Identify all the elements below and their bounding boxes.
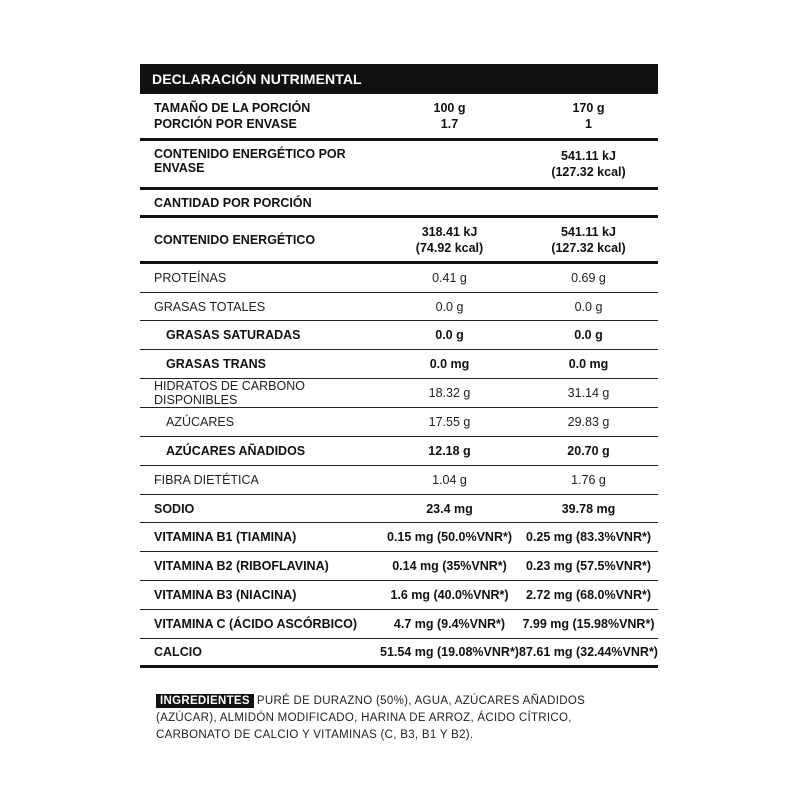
- nutrient-value-170g: 0.25 mg (83.3%VNR*): [525, 530, 652, 544]
- serving-col2: [519, 100, 658, 132]
- serving-size-170g: 170 g: [572, 101, 605, 115]
- nutrient-value-170g: 87.61 mg (32.44%VNR*): [519, 645, 658, 659]
- nutrient-row-added-sugars: [140, 437, 658, 466]
- nutrient-label: SODIO: [154, 501, 195, 516]
- nutrient-value-170g: 0.0 g: [574, 328, 603, 342]
- ingredients-label: INGREDIENTES: [156, 694, 254, 708]
- nutrient-value-100g: 0.0 g: [435, 299, 464, 314]
- nutrient-value-170g: 20.70 g: [567, 444, 610, 458]
- serving-labels: [140, 100, 380, 132]
- nutrient-value-100g: 23.4 mg: [426, 501, 473, 516]
- nutrient-value-170g: 0.23 mg (57.5%VNR*): [525, 559, 652, 573]
- nutrient-row-sugars: [140, 408, 658, 437]
- nutrient-value-100g: 4.7 mg (9.4%VNR*): [393, 617, 506, 631]
- energy-per-pack-label: CONTENIDO ENERGÉTICO POR ENVASE: [154, 147, 346, 175]
- nutrient-row-vitamin-b3: [140, 581, 658, 610]
- nutrient-label: AZÚCARES AÑADIDOS: [166, 444, 306, 458]
- nutrient-value-170g: 7.99 mg (15.98%VNR*): [522, 617, 655, 631]
- nutrient-row-carbs: [140, 379, 658, 408]
- energy-col2-kcal: (127.32 kcal): [551, 240, 626, 255]
- servings-per-pack-170g: 1: [585, 117, 592, 131]
- nutrient-label: AZÚCARES: [166, 415, 235, 429]
- energy-per-pack-kj: 541.11 kJ: [561, 149, 616, 163]
- nutrient-value-100g: 17.55 g: [428, 415, 471, 429]
- energy-col2-kj: 541.11 kJ: [561, 224, 616, 239]
- nutrient-value-100g: 0.0 mg: [429, 357, 470, 371]
- ingredients-block: [156, 693, 646, 744]
- nutrient-label: VITAMINA C (ÁCIDO ASCÓRBICO): [154, 617, 357, 631]
- energy-col1-kj: 318.41 kJ: [421, 224, 478, 239]
- nutrient-row-trans-fat: [140, 350, 658, 379]
- nutrient-row-vitamin-b1: [140, 523, 658, 552]
- nutrient-value-100g: 0.15 mg (50.0%VNR*): [386, 530, 513, 544]
- nutrient-value-170g: 1.76 g: [571, 473, 606, 487]
- servings-per-pack-label: PORCIÓN POR ENVASE: [154, 117, 297, 131]
- nutrient-label: FIBRA DIETÉTICA: [154, 473, 259, 487]
- serving-row: [140, 94, 658, 141]
- nutrient-value-170g: 2.72 mg (68.0%VNR*): [525, 588, 652, 602]
- nutrient-value-170g: 31.14 g: [567, 386, 610, 400]
- nutrient-value-170g: 0.0 g: [574, 299, 603, 314]
- nutrient-row-fiber: [140, 466, 658, 495]
- nutrient-label: HIDRATOS DE CARBONO DISPONIBLES: [154, 379, 305, 407]
- nutrient-label: VITAMINA B1 (TIAMINA): [154, 530, 297, 544]
- nutrient-row-calcium: [140, 639, 658, 668]
- nutrient-label: CALCIO: [154, 645, 202, 659]
- table-title: DECLARACIÓN NUTRIMENTAL: [140, 64, 658, 94]
- nutrient-label: GRASAS TOTALES: [154, 299, 266, 314]
- nutrient-value-100g: 18.32 g: [428, 386, 471, 400]
- energy-per-pack-row: [140, 141, 658, 190]
- energy-per-pack-kcal: (127.32 kcal): [551, 165, 626, 179]
- nutrient-value-100g: 51.54 mg (19.08%VNR*): [380, 645, 519, 659]
- nutrient-value-100g: 12.18 g: [428, 444, 471, 458]
- nutrient-value-100g: 1.6 mg (40.0%VNR*): [390, 588, 509, 602]
- nutrient-row-vitamin-b2: [140, 552, 658, 581]
- nutrient-row-saturated-fat: [140, 321, 658, 350]
- nutrient-value-170g: 0.0 mg: [568, 357, 609, 371]
- serving-size-100g: 100 g: [433, 101, 466, 115]
- nutrient-label: GRASAS SATURADAS: [166, 328, 301, 342]
- energy-col2: [519, 224, 658, 256]
- energy-row: [140, 218, 658, 264]
- qty-per-serving-label: CANTIDAD POR PORCIÓN: [154, 195, 312, 210]
- nutrient-label: PROTEÍNAS: [154, 271, 227, 285]
- nutrition-facts-table: [140, 64, 658, 668]
- energy-label: CONTENIDO ENERGÉTICO: [154, 232, 316, 247]
- nutrient-row-proteins: [140, 264, 658, 293]
- serving-size-label: TAMAÑO DE LA PORCIÓN: [154, 101, 311, 115]
- qty-per-serving-row: [140, 190, 658, 218]
- nutrient-value-170g: 0.69 g: [571, 271, 606, 285]
- ingredients-text: PURÉ DE DURAZNO (50%), AGUA, AZÚCARES AÑADIDOS (AZÚCAR), ALMIDÓN MODIFICADO, HARINA DE ARROZ, ÁCIDO CÍTRICO, CARBONATO DE CALCIO Y VITAMINAS (C, B3, B1 Y B2).: [156, 695, 586, 741]
- nutrient-value-100g: 0.14 mg (35%VNR*): [392, 559, 507, 573]
- nutrient-label: VITAMINA B2 (RIBOFLAVINA): [154, 559, 329, 573]
- energy-col1: [380, 224, 519, 256]
- energy-per-pack-value: [519, 148, 658, 180]
- energy-col1-kcal: (74.92 kcal): [415, 240, 484, 255]
- nutrient-row-sodium: [140, 495, 658, 523]
- nutrient-row-total-fat: [140, 293, 658, 321]
- nutrient-value-170g: 39.78 mg: [561, 501, 616, 516]
- nutrient-value-100g: 0.41 g: [432, 271, 467, 285]
- serving-col1: [380, 100, 519, 132]
- nutrient-row-vitamin-c: [140, 610, 658, 639]
- nutrient-label: VITAMINA B3 (NIACINA): [154, 588, 297, 602]
- nutrient-value-100g: 1.04 g: [432, 473, 467, 487]
- nutrient-value-100g: 0.0 g: [435, 328, 464, 342]
- nutrient-value-170g: 29.83 g: [567, 415, 610, 429]
- nutrient-label: GRASAS TRANS: [166, 357, 267, 371]
- servings-per-pack-100g: 1.7: [440, 117, 459, 131]
